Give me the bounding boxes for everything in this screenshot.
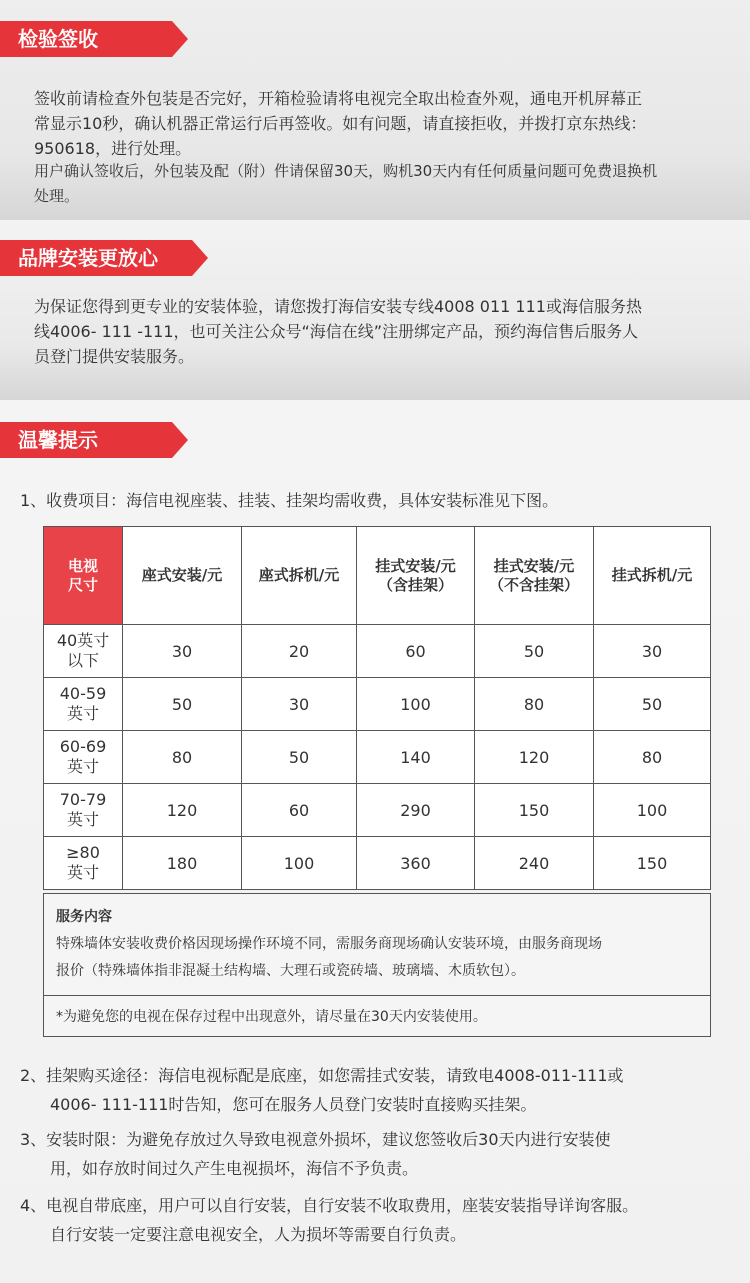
price-cell: 240 (475, 837, 594, 890)
service-content-box (43, 893, 711, 1037)
header-cell: 座式安装/元 (123, 527, 242, 625)
price-cell: 20 (242, 625, 357, 678)
corner-cell: 电视 尺寸 (44, 527, 123, 625)
size-cell: 60-69 英寸 (44, 731, 123, 784)
price-cell: 50 (475, 625, 594, 678)
tip-item-2: 2、挂架购买途径：海信电视标配是底座，如您需挂式安装，请致电4008-011-111或 4006- 111-111时告知，您可在服务人员登门安装时直接购买挂架。 (20, 1066, 624, 1114)
table-row (44, 731, 711, 784)
price-cell: 80 (475, 678, 594, 731)
price-cell: 30 (594, 625, 711, 678)
table-row (44, 837, 711, 890)
price-cell: 140 (357, 731, 475, 784)
price-cell: 100 (242, 837, 357, 890)
table-row (44, 625, 711, 678)
price-cell: 50 (594, 678, 711, 731)
inspect-text: 签收前请检查外包装是否完好，开箱检验请将电视完全取出检查外观，通电开机屏幕正 常显示10秒，确认机器正常运行后再签收。如有问题，请直接拒收，并拨打京东热线： 950618，进行处理。 (34, 89, 647, 158)
price-cell: 60 (242, 784, 357, 837)
size-cell: 40-59 英寸 (44, 678, 123, 731)
header-cell: 座式拆机/元 (242, 527, 357, 625)
price-cell: 120 (475, 731, 594, 784)
tip-item-4: 4、电视自带底座，用户可以自行安装，自行安装不收取费用，座装安装指导详询客服。 自行安装一定要注意电视安全，人为损坏等需要自行负责。 (20, 1196, 639, 1244)
size-cell: 70-79 英寸 (44, 784, 123, 837)
tips-title: 温馨提示 (0, 422, 172, 458)
price-cell: 290 (357, 784, 475, 837)
price-cell: 100 (357, 678, 475, 731)
tip-item-1: 1、收费项目：海信电视座装、挂装、挂架均需收费，具体安装标准见下图。 (20, 491, 559, 510)
header-cell: 挂式拆机/元 (594, 527, 711, 625)
inspect-title: 检验签收 (0, 21, 172, 57)
price-cell: 80 (594, 731, 711, 784)
price-cell: 150 (594, 837, 711, 890)
service-line: 特殊墙体安装收费价格因现场操作环境不同，需服务商现场确认安装环境，由服务商现场 (56, 936, 602, 952)
price-cell: 180 (123, 837, 242, 890)
fee-table (43, 526, 711, 890)
tip-item-3: 3、安装时限：为避免存放过久导致电视意外损坏，建议您签收后30天内进行安装使 用，如存放时间过久产生电视损坏，海信不予负责。 (20, 1130, 611, 1178)
service-line: 报价（特殊墙体指非混凝土结构墙、大理石或瓷砖墙、玻璃墙、木质软包）。 (56, 963, 525, 979)
storage-note: *为避免您的电视在保存过程中出现意外，请尽量在30天内安装使用。 (56, 1009, 487, 1025)
price-cell: 360 (357, 837, 475, 890)
inspect-section (0, 0, 750, 220)
price-cell: 100 (594, 784, 711, 837)
price-cell: 150 (475, 784, 594, 837)
brand-text: 为保证您得到更专业的安装体验，请您拨打海信安装专线4008 011 111或海信服务热 线4006- 111 -111，也可关注公众号“海信在线”注册绑定产品，预约海信售后服务人 员登门提供安装服务。 (34, 297, 642, 366)
inspect-note: 用户确认签收后，外包装及配（附）件请保留30天，购机30天内有任何质量问题可免费退换机 处理。 (34, 162, 658, 205)
brand-section (0, 220, 750, 400)
price-cell: 120 (123, 784, 242, 837)
table-row (44, 678, 711, 731)
size-cell: 40英寸 以下 (44, 625, 123, 678)
size-cell: ≥80 英寸 (44, 837, 123, 890)
fee-table-header (44, 527, 711, 625)
header-cell: 挂式安装/元 （不含挂架） (475, 527, 594, 625)
brand-title: 品牌安装更放心 (0, 240, 192, 276)
price-cell: 80 (123, 731, 242, 784)
price-cell: 30 (123, 625, 242, 678)
price-cell: 50 (242, 731, 357, 784)
service-title: 服务内容 (56, 909, 112, 925)
divider (44, 995, 710, 996)
price-cell: 60 (357, 625, 475, 678)
price-cell: 50 (123, 678, 242, 731)
table-row (44, 784, 711, 837)
header-cell: 挂式安装/元 （含挂架） (357, 527, 475, 625)
price-cell: 30 (242, 678, 357, 731)
